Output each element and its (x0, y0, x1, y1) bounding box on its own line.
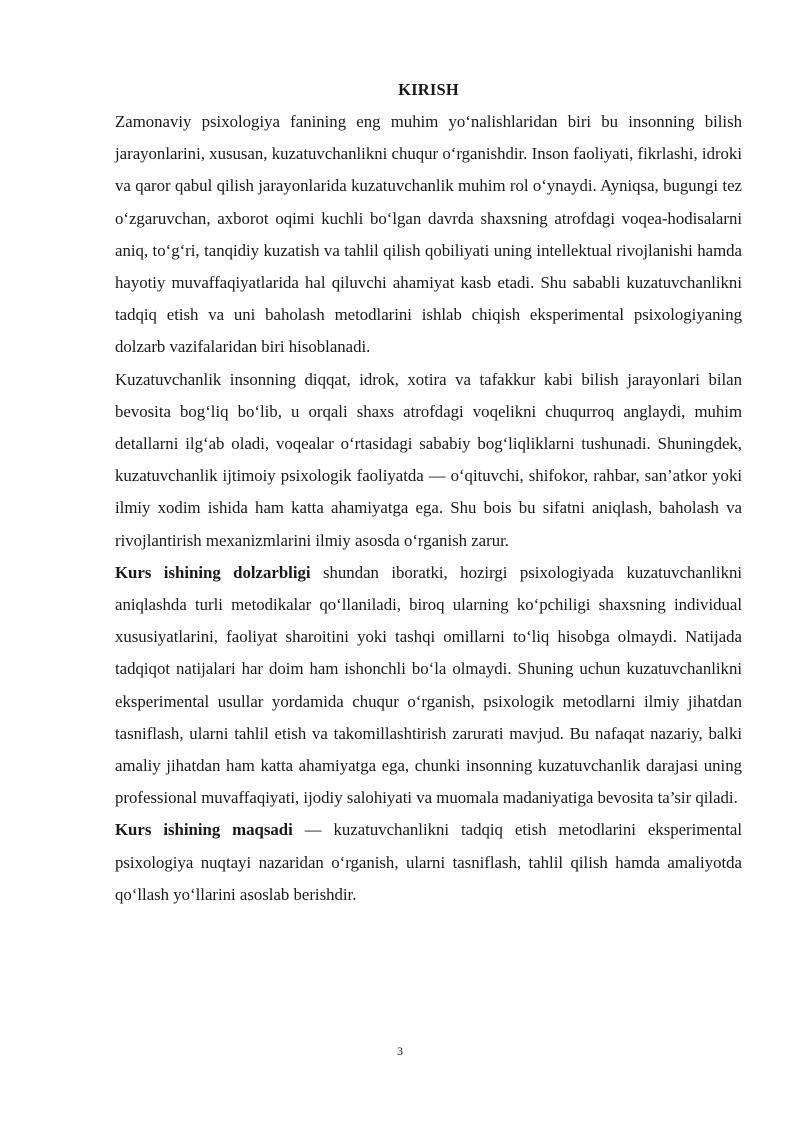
paragraph-lead: Kurs ishining maqsadi (115, 820, 293, 840)
paragraph-intro (115, 106, 742, 364)
paragraph-observation (115, 364, 742, 557)
page-number: 3 (397, 1044, 403, 1058)
paragraph-goal (115, 814, 742, 911)
page-content (115, 76, 742, 911)
paragraph-text: Kuzatuvchanlik insonning diqqat, idrok, xotira va tafakkur kabi bilish jarayonlari bilan bevosita bog‘liq bo‘lib, u orqali shaxs atrofdagi voqelikni chuqurroq anglaydi, muhim detallarni ilg‘ab oladi, voqealar o‘rtasidagi sababiy bog‘liqliklarni tushunadi. Shuningdek, kuzatuvchanlik ijtimoiy psixologik faoliyatda — o‘qituvchi, shifokor, rahbar, san’atkor yoki ilmiy xodim ishida ham katta ahamiyatga ega. Shu bois bu sifatni aniqlash, baholash va rivojlantirish mexanizmlarini ilmiy asosda o‘rganish zarur. (115, 369, 742, 550)
paragraph-relevance (115, 557, 742, 815)
paragraph-text: — kuzatuvchanlikni tadqiq etish metodlarini eksperimental psixologiya nuqtayi nazaridan o‘rganish, ularni tasniflash, tahlil qilish hamda amaliyotda qo‘llash yo‘llarini asoslab berishdir. (115, 820, 742, 904)
paragraph-lead: Kurs ishining dolzarbligi (115, 562, 311, 582)
paragraph-text: Zamonaviy psixologiya fanining eng muhim yo‘nalishlaridan biri bu insonning bilish jarayonlarini, xususan, kuzatuvchanlikni chuqur o‘rganishdir. Inson faoliyati, fikrlashi, idroki va qaror qabul qilish jarayonlarida kuzatuvchanlik muhim rol o‘ynaydi. Ayniqsa, bugungi tez o‘zgaruvchan, axborot oqimi kuchli bo‘lgan davrda shaxsning atrofdagi voqea-hodisalarni aniq, to‘g‘ri, tanqidiy kuzatish va tahlil qilish qobiliyati uning intellektual rivojlanishi hamda hayotiy muvaffaqiyatlarida hal qiluvchi ahamiyat kasb etadi. Shu sababli kuzatuvchanlikni tadqiq etish va uni baholash metodlarini ishlab chiqish eksperimental psixologiyaning dolzarb vazifalaridan biri hisoblanadi. (115, 112, 742, 357)
paragraph-text: shundan iboratki, hozirgi psixologiyada kuzatuvchanlikni aniqlashda turli metodikalar qo‘llaniladi, biroq ularning ko‘pchiligi shaxsning individual xususiyatlarini, faoliyat sharoitini yoki tashqi omillarni to‘liq hisobga olmaydi. Natijada tadqiqot natijalari har doim ham ishonchli bo‘la olmaydi. Shuning uchun kuzatuvchanlikni eksperimental usullar yordamida chuqur o‘rganish, psixologik metodlarni ilmiy jihatdan tasniflash, ularni tahlil etish va takomillashtirish zarurati mavjud. Bu nafaqat nazariy, balki amaliy jihatdan ham katta ahamiyatga ega, chunki insonning kuzatuvchanlik darajasi uning professional muvaffaqiyati, ijodiy salohiyati va muomala madaniyatiga bevosita ta’sir qiladi. (115, 562, 743, 808)
section-heading: KIRISH (398, 80, 459, 99)
